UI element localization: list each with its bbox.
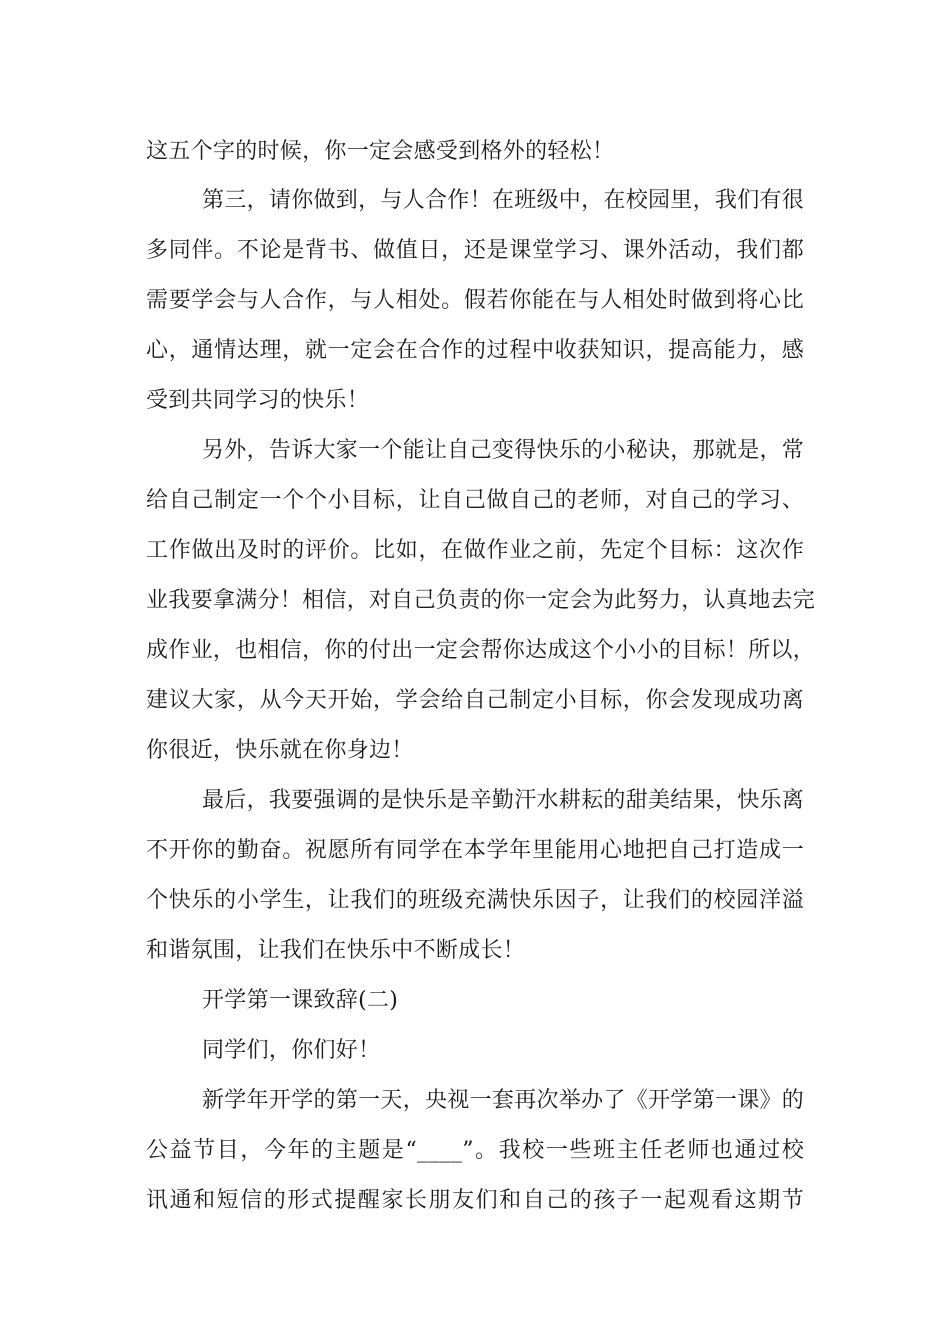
paragraph-2-line-5: 受到共同学习的快乐！ — [146, 388, 370, 413]
paragraph-4-line-2: 不开你的勤奋。祝愿所有同学在本学年里能用心地把自己打造成一 — [146, 838, 804, 863]
paragraph-5-line-3: 讯通和短信的形式提醒家长朋友们和自己的孩子一起观看这期节 — [146, 1188, 804, 1213]
paragraph-2-line-4: 心，通情达理，就一定会在合作的过程中收获知识，提高能力，感 — [146, 338, 804, 363]
paragraph-4-line-4: 和谐氛围，让我们在快乐中不断成长！ — [146, 938, 526, 963]
greeting-line: 同学们，你们好！ — [202, 1038, 381, 1063]
paragraph-3-line-4: 业我要拿满分！相信，对自己负责的你一定会为此努力，认真地去完 — [146, 588, 816, 613]
paragraph-3-line-1: 另外，告诉大家一个能让自己变得快乐的小秘诀，那就是，常 — [202, 438, 805, 463]
paragraph-4-line-1: 最后，我要强调的是快乐是辛勤汗水耕耘的甜美结果，快乐离 — [202, 788, 805, 813]
paragraph-5-line-2: 公益节目，今年的主题是“____”。我校一些班主任老师也通过校 — [146, 1138, 804, 1163]
paragraph-3-line-7: 你很近，快乐就在你身边！ — [146, 738, 414, 763]
paragraph-2-line-2: 多同伴。不论是背书、做值日，还是课堂学习、课外活动，我们都 — [146, 238, 804, 263]
paragraph-1-line-1: 这五个字的时候，你一定会感受到格外的轻松！ — [146, 139, 615, 164]
paragraph-3-line-5: 成作业，也相信，你的付出一定会帮你达成这个小小的目标！所以， — [146, 638, 816, 663]
paragraph-3-line-6: 建议大家，从今天开始，学会给自己制定小目标，你会发现成功离 — [146, 688, 804, 713]
paragraph-4-line-3: 个快乐的小学生，让我们的班级充满快乐因子，让我们的校园洋溢 — [146, 888, 804, 913]
paragraph-3-line-2: 给自己制定一个个小目标，让自己做自己的老师，对自己的学习、 — [146, 488, 804, 513]
paragraph-2-line-3: 需要学会与人合作，与人相处。假若你能在与人相处时做到将心比 — [146, 288, 804, 313]
section-heading: 开学第一课致辞(二) — [202, 988, 399, 1013]
paragraph-3-line-3: 工作做出及时的评价。比如，在做作业之前，先定个目标：这次作 — [146, 538, 804, 563]
paragraph-2-line-1: 第三，请你做到，与人合作！在班级中，在校园里，我们有很 — [202, 188, 805, 213]
paragraph-5-line-1: 新学年开学的第一天，央视一套再次举办了《开学第一课》的 — [202, 1088, 805, 1113]
